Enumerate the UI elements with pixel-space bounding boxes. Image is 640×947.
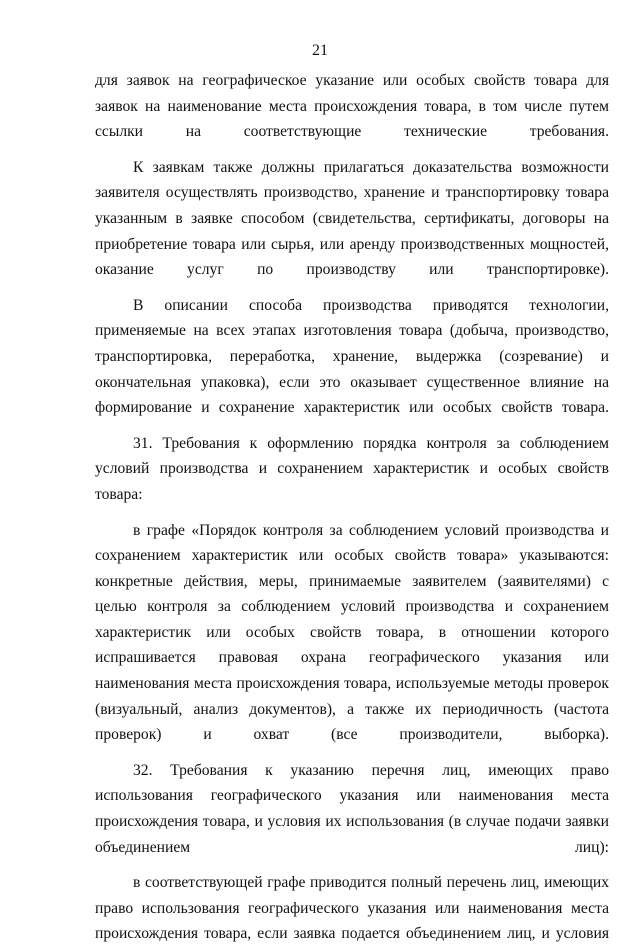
paragraph-section-32-heading: 32. Требования к указанию перечня лиц, имеющих право использования географического указания или наименования места происхождения товара, и условия их использования (в случае подачи заявки объединением лиц):	[95, 761, 609, 856]
paragraph-section-31-body: в графе «Порядок контроля за соблюдением условий производства и сохранением характеристик или особых свойств товара» указываются: конкретные действия, меры, принимаемые заявителем (заявителями) с целью контроля за соблюдением условий производства и сохранением характеристик или особых свойств товара, в отношении которого испрашивается правовая охрана географического указания или наименования места происхождения товара, используемые методы проверок (визуальный, анализ документов), а также их периодичность (частота проверок) и охват (все производители, выборка).	[95, 521, 609, 744]
document-body	[95, 68, 609, 947]
paragraph-section-31-heading: 31. Требования к оформлению порядка контроля за соблюдением условий производства и сохранением характеристик и особых свойств товара:	[95, 434, 609, 503]
paragraph-evidence-requirements: К заявкам также должны прилагаться доказательства возможности заявителя осуществлять производство, хранение и транспортировку товара указанным в заявке способом (свидетельства, сертификаты, договоры на приобретение товара или сырья, или аренду производственных мощностей, оказание услуг по производству или транспортировке).	[95, 158, 609, 279]
paragraph-production-method: В описании способа производства приводятся технологии, применяемые на всех этапах изготовления товара (добыча, производство, транспортировка, переработка, хранение, выдержка (созревание) и окончательная упаковка), если это оказывает существенное влияние на формирование и сохранение характеристик или особых свойств товара.	[95, 296, 609, 417]
paragraph-section-32-body: в соответствующей графе приводится полный перечень лиц, имеющих право использования географического указания или наименования места происхождения товара, если заявка подается объединением лиц, и условия	[95, 874, 609, 943]
page-number: 21	[312, 42, 328, 59]
paragraph-continuation: для заявок на географическое указание или особых свойств товара для заявок на наименование места происхождения товара, в том числе путем ссылки на соответствующие технические требования.	[95, 72, 609, 141]
